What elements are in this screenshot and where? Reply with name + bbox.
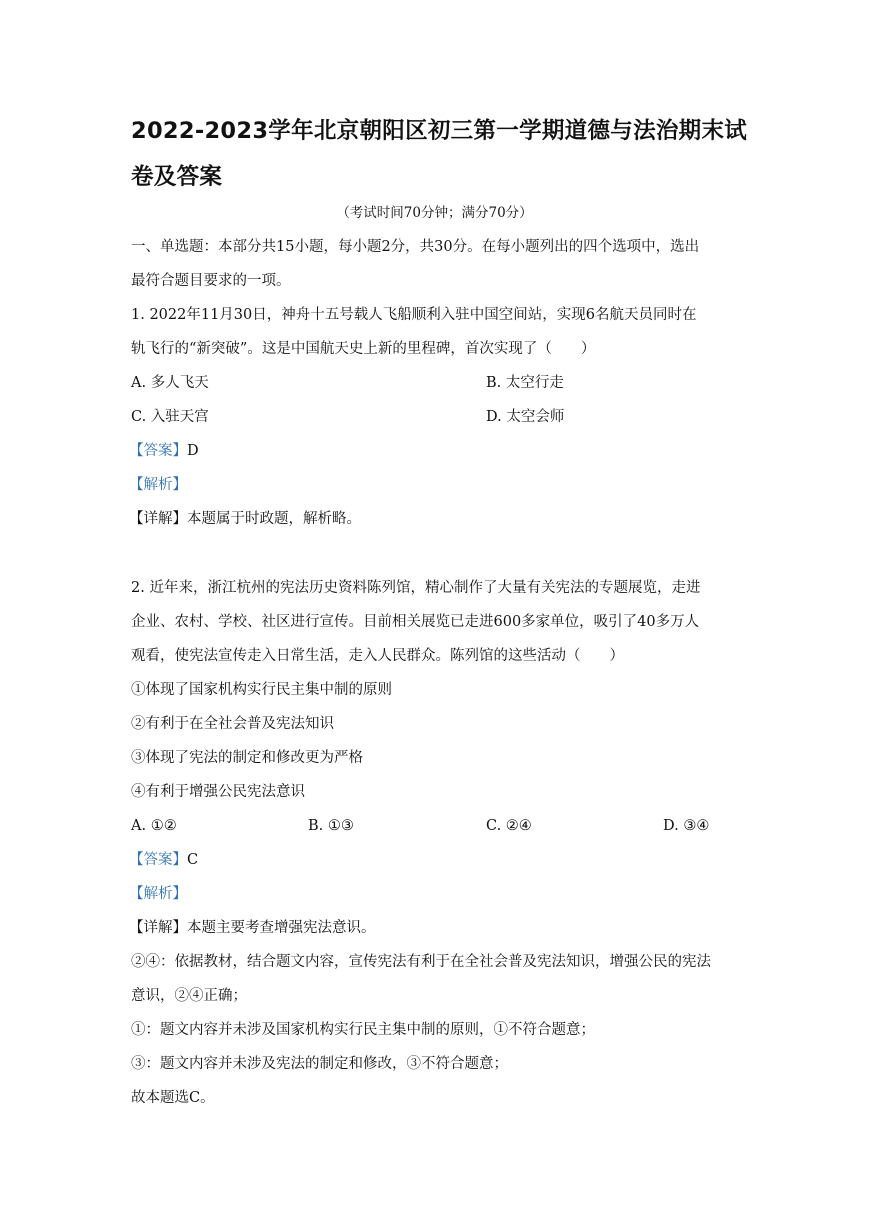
q2-explain-line-5: 故本题选C。 [131, 1090, 215, 1106]
q2-answer-value: C [187, 852, 199, 868]
q2-analysis-label: 【解析】 [129, 886, 187, 902]
section-instruction-line-1: 一、单选题：本部分共15小题，每小题2分，共30分。在每小题列出的四个选项中，选出 [131, 239, 700, 255]
q2-option-d: D. ③④ [663, 818, 710, 834]
q1-detail-text: 本题属于时政题，解析略。 [187, 511, 361, 527]
exam-info: （考试时间70分钟；满分70分） [336, 205, 533, 221]
q2-option-a: A. ①② [131, 818, 177, 834]
document-title [131, 108, 751, 200]
q2-answer [129, 850, 198, 870]
q1-option-c: C. 入驻天宫 [131, 409, 209, 425]
q2-detail-text: 本题主要考查增强宪法意识。 [187, 920, 376, 936]
q1-analysis [129, 475, 187, 495]
q1-analysis-label: 【解析】 [129, 477, 187, 493]
q2-statement-4: ④有利于增强公民宪法意识 [131, 784, 305, 800]
q2-explain-line-2: 意识，②④正确； [131, 988, 247, 1004]
q2-explain-line-1: ②④：依据教材，结合题文内容，宣传宪法有利于在全社会普及宪法知识，增强公民的宪法 [131, 954, 711, 970]
q1-answer [129, 441, 199, 461]
q2-answer-label: 【答案】 [129, 852, 187, 868]
q1-stem-line-2: 轨飞行的“新突破”。这是中国航天史上新的里程碑，首次实现了（ ） [131, 341, 596, 357]
q2-option-b: B. ①③ [308, 818, 354, 834]
q1-detail [129, 509, 361, 529]
q2-statement-3: ③体现了宪法的制定和修改更为严格 [131, 750, 363, 766]
q1-answer-value: D [187, 443, 199, 459]
title-line-2: 卷及答案 [131, 164, 223, 190]
q2-analysis [129, 884, 187, 904]
q1-option-b: B. 太空行走 [486, 375, 564, 391]
section-instruction-line-2: 最符合题目要求的一项。 [131, 273, 291, 289]
q1-option-d: D. 太空会师 [486, 409, 565, 425]
q2-detail [129, 918, 376, 938]
q2-statement-1: ①体现了国家机构实行民主集中制的原则 [131, 682, 392, 698]
q1-answer-label: 【答案】 [129, 443, 187, 459]
q2-explain-line-4: ③：题文内容并未涉及宪法的制定和修改，③不符合题意； [131, 1056, 508, 1072]
q2-statement-2: ②有利于在全社会普及宪法知识 [131, 716, 334, 732]
q2-option-c: C. ②④ [486, 818, 532, 834]
title-line-1: 2022-2023学年北京朝阳区初三第一学期道德与法治期末试 [131, 118, 748, 144]
q2-explain-line-3: ①：题文内容并未涉及国家机构实行民主集中制的原则，①不符合题意； [131, 1022, 595, 1038]
q2-stem-line-1: 2. 近年来，浙江杭州的宪法历史资料陈列馆，精心制作了大量有关宪法的专题展览，走进 [131, 580, 701, 596]
q1-detail-label: 【详解】 [129, 511, 187, 527]
q2-stem-line-3: 观看，使宪法宣传走入日常生活，走入人民群众。陈列馆的这些活动（ ） [131, 648, 624, 664]
q2-detail-label: 【详解】 [129, 920, 187, 936]
q1-stem-line-1: 1. 2022年11月30日，神舟十五号载人飞船顺利入驻中国空间站，实现6名航天员同时在 [131, 307, 697, 323]
q2-stem-line-2: 企业、农村、学校、社区进行宣传。目前相关展览已走进600多家单位，吸引了40多万人 [131, 614, 700, 630]
q1-option-a: A. 多人飞天 [131, 375, 209, 391]
